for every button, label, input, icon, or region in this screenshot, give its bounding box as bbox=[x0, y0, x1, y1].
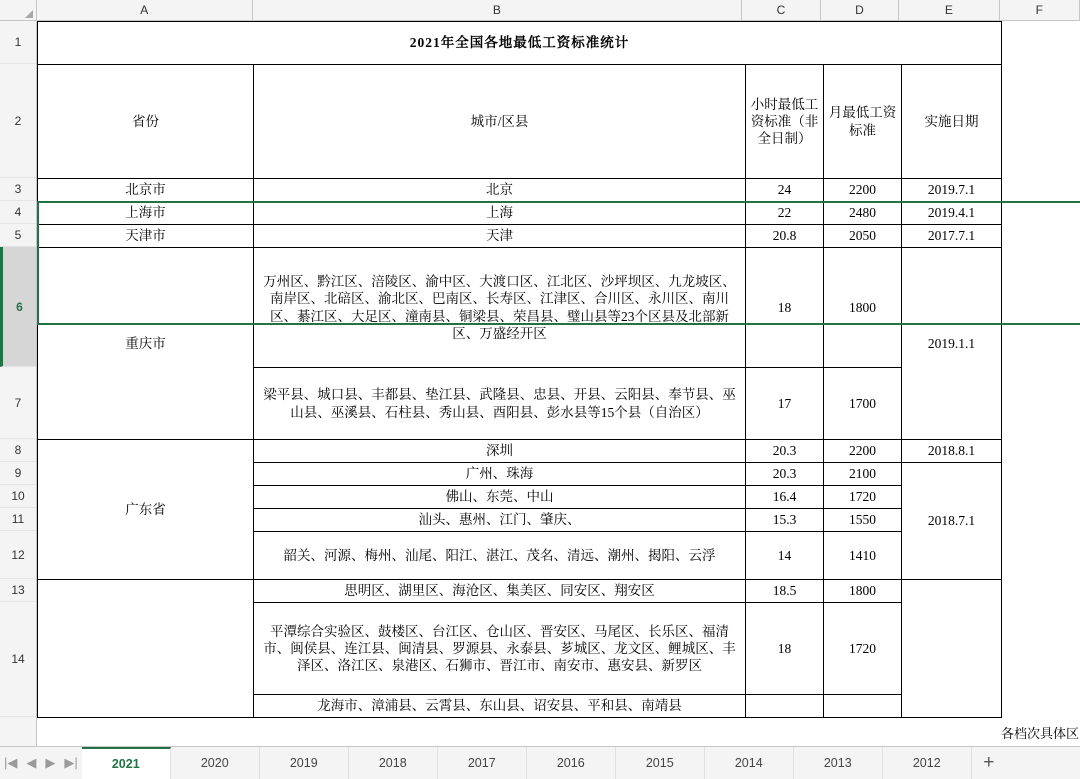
cell-monthly[interactable]: 1410 bbox=[824, 532, 902, 580]
cell-monthly[interactable]: 2200 bbox=[824, 440, 902, 463]
select-all-triangle-icon bbox=[25, 10, 33, 18]
cell-monthly[interactable]: 2200 bbox=[824, 179, 902, 202]
sheet-tab-2020[interactable]: 2020 bbox=[171, 747, 260, 779]
row-header-6[interactable]: 6 bbox=[0, 247, 36, 367]
sheet-tab-2016[interactable]: 2016 bbox=[527, 747, 616, 779]
sheet-tab-2014[interactable]: 2014 bbox=[705, 747, 794, 779]
row-header-7[interactable]: 7 bbox=[0, 367, 36, 439]
cell-date[interactable]: 2019.1.1 bbox=[902, 248, 1002, 440]
sheet-tab-2013[interactable]: 2013 bbox=[794, 747, 883, 779]
cell-monthly[interactable] bbox=[824, 695, 902, 718]
table-row[interactable] bbox=[38, 202, 1002, 225]
sheet-tab-2018[interactable]: 2018 bbox=[349, 747, 438, 779]
cell-hourly[interactable]: 24 bbox=[746, 179, 824, 202]
next-sheet-icon[interactable]: ▶ bbox=[45, 755, 56, 770]
cell-monthly[interactable]: 2050 bbox=[824, 225, 902, 248]
data-table bbox=[37, 21, 1002, 718]
cell-city[interactable]: 梁平县、城口县、丰都县、垫江县、武隆县、忠县、开县、云阳县、奉节县、巫山县、巫溪县、石柱县、秀山县、酉阳县、彭水县等15个县（自治区） bbox=[254, 368, 746, 440]
cell-hourly[interactable]: 20.3 bbox=[746, 440, 824, 463]
cell-hourly[interactable]: 14 bbox=[746, 532, 824, 580]
cell-city[interactable]: 天津 bbox=[254, 225, 746, 248]
cell-date[interactable]: 2018.7.1 bbox=[902, 463, 1002, 580]
cell-monthly[interactable]: 1800 bbox=[824, 580, 902, 603]
column-header-A[interactable]: A bbox=[37, 0, 253, 20]
cell-hourly[interactable]: 17 bbox=[746, 368, 824, 440]
cell-city[interactable]: 广州、珠海 bbox=[254, 463, 746, 486]
table-row[interactable] bbox=[38, 580, 1002, 603]
row-header-9[interactable]: 9 bbox=[0, 462, 36, 485]
row-header-10[interactable]: 10 bbox=[0, 485, 36, 508]
add-sheet-button[interactable]: + bbox=[983, 752, 995, 773]
row-header-4[interactable]: 4 bbox=[0, 201, 36, 224]
first-sheet-icon[interactable]: |◀ bbox=[4, 755, 18, 770]
sheet-tab-2015[interactable]: 2015 bbox=[616, 747, 705, 779]
cell-province[interactable] bbox=[38, 580, 254, 718]
sheet-tab-2017[interactable]: 2017 bbox=[438, 747, 527, 779]
cell-date[interactable]: 2018.8.1 bbox=[902, 440, 1002, 463]
row-header-3[interactable]: 3 bbox=[0, 178, 36, 201]
row-header-12[interactable]: 12 bbox=[0, 531, 36, 579]
cell-city[interactable]: 深圳 bbox=[254, 440, 746, 463]
cell-province[interactable]: 重庆市 bbox=[38, 248, 254, 440]
cell-hourly[interactable]: 16.4 bbox=[746, 486, 824, 509]
cell-f-note[interactable]: 各档次具体区 bbox=[1000, 726, 1079, 741]
column-header-F[interactable]: F bbox=[1000, 0, 1080, 20]
row-header-2[interactable]: 2 bbox=[0, 64, 36, 178]
header-province[interactable]: 省份 bbox=[38, 65, 254, 179]
grid-area bbox=[0, 21, 1080, 746]
sheet-tab-2012[interactable]: 2012 bbox=[883, 747, 972, 779]
table-row[interactable] bbox=[38, 65, 1002, 179]
row-header-11[interactable]: 11 bbox=[0, 508, 36, 531]
sheet-tab-2019[interactable]: 2019 bbox=[260, 747, 349, 779]
cell-monthly[interactable]: 1550 bbox=[824, 509, 902, 532]
cell-hourly[interactable]: 18 bbox=[746, 248, 824, 368]
column-header-B[interactable]: B bbox=[253, 0, 743, 20]
cell-province[interactable]: 上海市 bbox=[38, 202, 254, 225]
table-row[interactable] bbox=[38, 179, 1002, 202]
cell-monthly[interactable]: 1700 bbox=[824, 368, 902, 440]
sheet-tab-2021[interactable]: 2021 bbox=[82, 747, 171, 779]
cell-city[interactable]: 北京 bbox=[254, 179, 746, 202]
cell-hourly[interactable]: 18.5 bbox=[746, 580, 824, 603]
cell-hourly[interactable] bbox=[746, 695, 824, 718]
sheet-title[interactable]: 2021年全国各地最低工资标准统计 bbox=[38, 22, 1002, 65]
table-row[interactable] bbox=[38, 440, 1002, 463]
cell-city[interactable]: 平潭综合实验区、鼓楼区、台江区、仓山区、晋安区、马尾区、长乐区、福清市、闽侯县、连江县、闽清县、罗源县、永泰县、芗城区、龙文区、鲤城区、丰泽区、洛江区、泉港区、石狮市、晋江市、南安市、惠安县、新罗区 bbox=[254, 603, 746, 695]
cell-province[interactable]: 北京市 bbox=[38, 179, 254, 202]
select-all-corner[interactable] bbox=[0, 0, 37, 20]
table-row[interactable] bbox=[38, 22, 1002, 65]
cell-province[interactable]: 天津市 bbox=[38, 225, 254, 248]
cell-monthly[interactable]: 1800 bbox=[824, 248, 902, 368]
cell-monthly[interactable]: 1720 bbox=[824, 486, 902, 509]
cell-monthly[interactable]: 2480 bbox=[824, 202, 902, 225]
table-row[interactable] bbox=[38, 248, 1002, 368]
row-header-14[interactable]: 14 bbox=[0, 602, 36, 717]
cell-date[interactable] bbox=[902, 580, 1002, 718]
cell-date[interactable]: 2017.7.1 bbox=[902, 225, 1002, 248]
last-sheet-icon[interactable]: ▶| bbox=[64, 755, 78, 770]
cell-city[interactable]: 汕头、惠州、江门、肇庆、 bbox=[254, 509, 746, 532]
cell-hourly[interactable]: 20.3 bbox=[746, 463, 824, 486]
row-header-1[interactable]: 1 bbox=[0, 21, 36, 64]
row-header-8[interactable]: 8 bbox=[0, 439, 36, 462]
header-date[interactable]: 实施日期 bbox=[902, 65, 1002, 179]
row-header-5[interactable]: 5 bbox=[0, 224, 36, 247]
column-header-C[interactable]: C bbox=[742, 0, 820, 20]
column-header-bar[interactable] bbox=[0, 0, 1080, 21]
tab-nav-buttons[interactable] bbox=[0, 747, 82, 779]
column-header-E[interactable]: E bbox=[899, 0, 999, 20]
cell-city[interactable]: 万州区、黔江区、涪陵区、渝中区、大渡口区、江北区、沙坪坝区、九龙坡区、南岸区、北碚区、渝北区、巴南区、长寿区、江津区、合川区、永川区、南川区、綦江区、大足区、潼南县、铜梁县、荣昌县、璧山县等23个区县及北部新区、万盛经开区 bbox=[254, 248, 746, 368]
cell-city[interactable]: 上海 bbox=[254, 202, 746, 225]
cell-city[interactable]: 龙海市、漳浦县、云霄县、东山县、诏安县、平和县、南靖县 bbox=[254, 695, 746, 718]
sheet-tab-bar[interactable] bbox=[0, 746, 1080, 779]
table-row[interactable] bbox=[38, 225, 1002, 248]
row-header-13[interactable]: 13 bbox=[0, 579, 36, 602]
cell-hourly[interactable]: 15.3 bbox=[746, 509, 824, 532]
prev-sheet-icon[interactable]: ◀ bbox=[26, 755, 37, 770]
column-header-D[interactable]: D bbox=[821, 0, 899, 20]
cell-monthly[interactable]: 1720 bbox=[824, 603, 902, 695]
cell-city[interactable]: 韶关、河源、梅州、汕尾、阳江、湛江、茂名、清远、潮州、揭阳、云浮 bbox=[254, 532, 746, 580]
cell-hourly[interactable]: 22 bbox=[746, 202, 824, 225]
worksheet[interactable] bbox=[37, 21, 1080, 746]
header-monthly[interactable]: 月最低工资标准 bbox=[824, 65, 902, 179]
cell-hourly[interactable]: 18 bbox=[746, 603, 824, 695]
cell-city[interactable]: 佛山、东莞、中山 bbox=[254, 486, 746, 509]
header-hourly[interactable]: 小时最低工资标准（非全日制） bbox=[746, 65, 824, 179]
cell-city[interactable]: 思明区、湖里区、海沧区、集美区、同安区、翔安区 bbox=[254, 580, 746, 603]
cell-date[interactable]: 2019.7.1 bbox=[902, 179, 1002, 202]
header-city[interactable]: 城市/区县 bbox=[254, 65, 746, 179]
cell-province[interactable]: 广东省 bbox=[38, 440, 254, 580]
cell-hourly[interactable]: 20.8 bbox=[746, 225, 824, 248]
row-header-column[interactable] bbox=[0, 21, 37, 746]
cell-date[interactable]: 2019.4.1 bbox=[902, 202, 1002, 225]
cell-monthly[interactable]: 2100 bbox=[824, 463, 902, 486]
